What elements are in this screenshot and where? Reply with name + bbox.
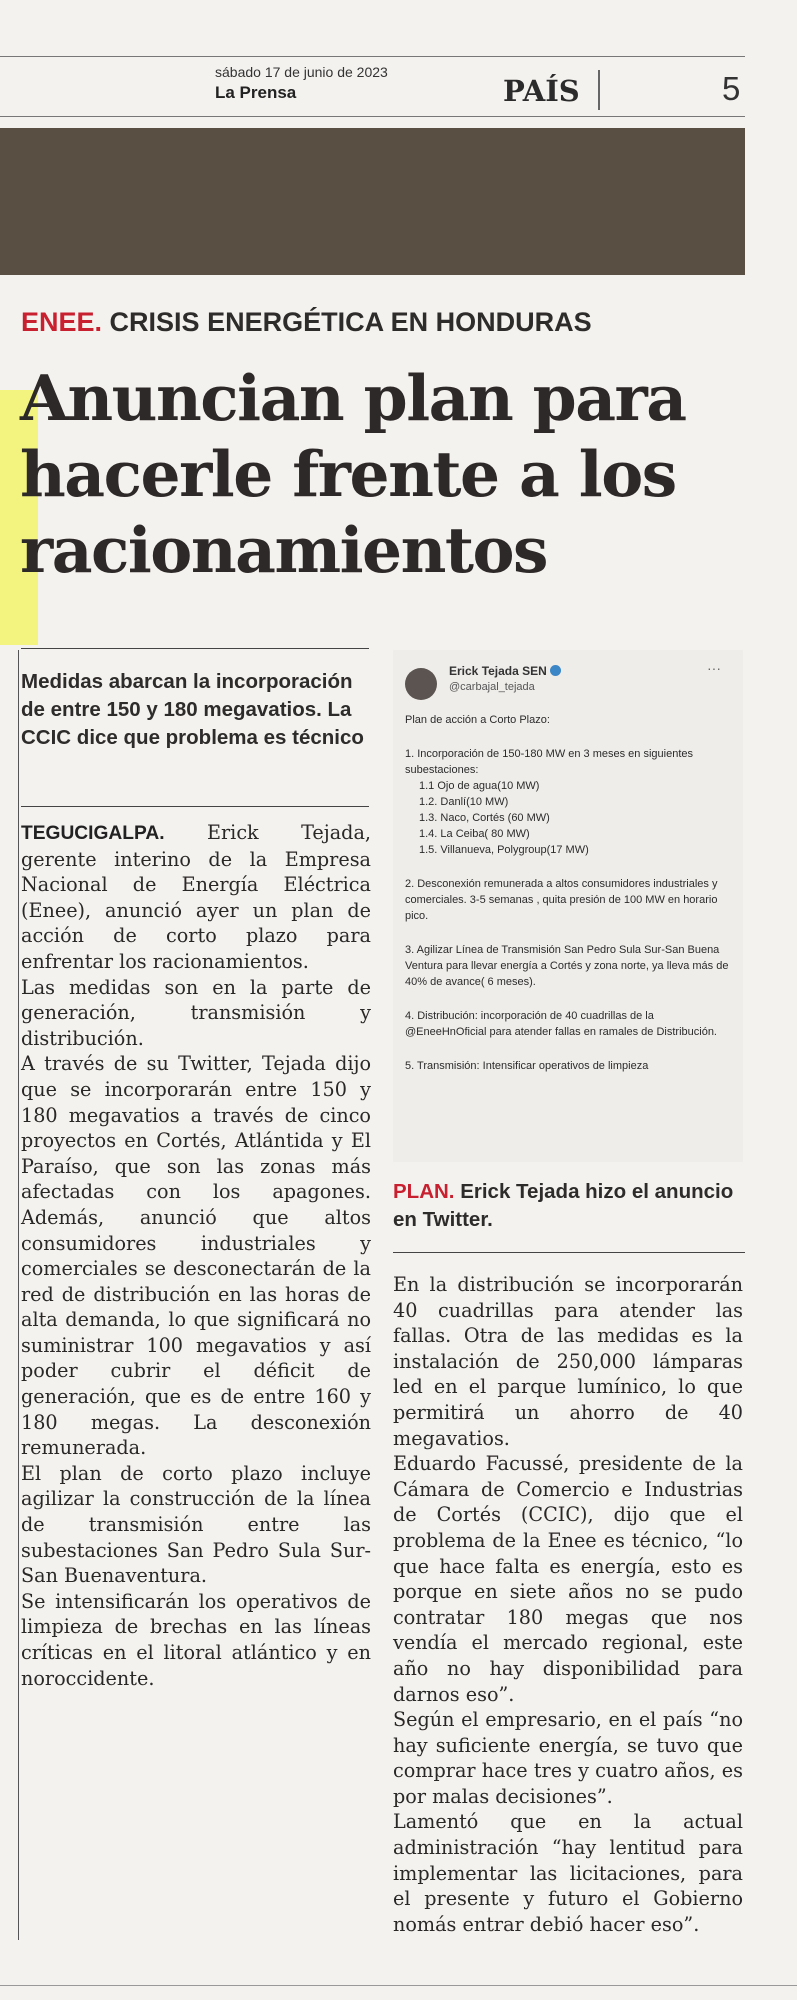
paragraph-4: El plan de corto plazo incluye agilizar la construcción de la línea de transmisión entre las subestaciones San Pedro Sula Sur-San Buenaventura. (21, 1461, 371, 1588)
header-top-rule (0, 56, 745, 57)
photo-caption (393, 1178, 743, 1234)
paragraph-8: Según el empresario, en el país “no hay suficiente energía, se tuvo que comprar hace tres y cuatro años, es por malas decisiones”. (393, 1708, 743, 1808)
tweet-handle: @carbajal_tejada (449, 681, 535, 693)
tweet-subitem-5: 1.5. Villanueva, Polygroup(17 MW) (419, 844, 589, 856)
page-number: 5 (722, 70, 741, 107)
paragraph-2: Las medidas son en la parte de generación, transmisión y distribución. (21, 975, 371, 1050)
tweet-screenshot (393, 650, 743, 1162)
tweet-body (405, 712, 730, 1074)
caption-label: PLAN. (393, 1180, 455, 1203)
paragraph-9: Lamentó que en la actual administración “hay lentitud para implementar las licitaciones, para el presente y futuro el Gobierno nomás entrar debió hacer eso”. (393, 1810, 743, 1936)
header-bottom-rule (0, 116, 745, 117)
dateline: TEGUCIGALPA. (21, 823, 165, 844)
kicker-topic: CRISIS ENERGÉTICA EN HONDURAS (109, 307, 592, 337)
tweet-intro: Plan de acción a Corto Plazo: (405, 714, 550, 726)
paragraph-1-text: Erick Tejada, gerente interino de la Empresa Nacional de Energía Eléctrica (Enee), anunció ayer un plan de acción de corto plazo para enfrentar los racionamientos. (21, 821, 371, 973)
paragraph-6: En la distribución se incorporarán 40 cuadrillas para atender las fallas. Otra de las medidas es la instalación de 250,000 lámparas led en el parque lumínico, lo que permitirá un ahorro de 40 megavatios. (393, 1273, 743, 1450)
column-rule (18, 650, 19, 1940)
more-options-icon: ··· (707, 660, 721, 676)
tweet-subitem-3: 1.3. Naco, Cortés (60 MW) (419, 812, 550, 824)
top-photo-banner (0, 128, 745, 275)
tweet-subitem-4: 1.4. La Ceiba( 80 MW) (419, 828, 530, 840)
paragraph-1 (21, 820, 371, 975)
article-headline: Anuncian plan para hacerle frente a los racionamientos (20, 361, 686, 587)
header-separator (598, 70, 600, 110)
tweet-subitem-1: 1.1 Ojo de agua(10 MW) (419, 780, 540, 792)
tweet-item-1: 1. Incorporación de 150-180 MW en 3 meses en siguientes subestaciones: (405, 748, 693, 776)
page-bottom-rule (0, 1985, 797, 1986)
article-kicker (21, 307, 592, 338)
caption-rule (393, 1252, 745, 1253)
tweet-subitem-2: 1.2. Danlí(10 MW) (419, 796, 509, 808)
article-column-1 (21, 820, 371, 1691)
tweet-item-5: 5. Transmisión: Intensificar operativos de limpieza (405, 1060, 649, 1072)
section-name: PAÍS (503, 74, 580, 108)
subhead-top-rule (21, 648, 369, 649)
tweet-item-4: 4. Distribución: incorporación de 40 cuadrillas de la @EneeHnOficial para atender fallas en ramales de Distribución. (405, 1010, 717, 1038)
article-subhead: Medidas abarcan la incorporación de entre 150 y 180 megavatios. La CCIC dice que problema es técnico (21, 670, 364, 749)
verified-badge-icon (550, 665, 561, 676)
kicker-label: ENEE. (21, 307, 103, 337)
tweet-author: Erick Tejada SEN (449, 664, 561, 678)
paragraph-5: Se intensificarán los operativos de limpieza de brechas en las líneas críticas en el litoral atlántico y en noroccidente. (21, 1589, 371, 1690)
issue-date: sábado 17 de junio de 2023 (215, 64, 388, 80)
article-column-2 (393, 1272, 743, 1937)
avatar (405, 668, 437, 700)
paragraph-3: A través de su Twitter, Tejada dijo que se incorporarán entre 150 y 180 megavatios a través de cinco proyectos en Cortés, Atlántida y El Paraíso, que son las zonas más afectadas con los apagones. Además, anunció que altos consumidores industriales y comerciales se desconectarán de la red de distribución en las horas de alta demanda, lo que significará no suministrar 100 megavatios y así poder cubrir el déficit de generación, que es de entre 160 y 180 megas. La desconexión remunerada. (21, 1052, 371, 1460)
tweet-item-3: 3. Agilizar Línea de Transmisión San Pedro Sula Sur-San Buena Ventura para llevar energía a Cortés y zona norte, ya lleva más de 40% de avance( 6 meses). (405, 944, 729, 988)
newspaper-name: La Prensa (215, 83, 297, 102)
paragraph-7: Eduardo Facussé, presidente de la Cámara de Comercio e Industrias de Cortés (CCIC), dijo que el problema de la Enee es técnico, “lo que hace falta es energía, esto es porque en siete años no se pudo contratar 180 megas que nos vendía el mercado regional, este año no hay disponibilidad para darnos eso”. (393, 1452, 743, 1706)
subhead-bottom-rule (21, 806, 369, 807)
tweet-item-2: 2. Desconexión remunerada a altos consumidores industriales y comerciales. 3-5 semanas , quita presión de 100 MW en horario pico. (405, 878, 718, 922)
caption-text: Erick Tejada hizo el anuncio en Twitter. (393, 1180, 734, 1231)
